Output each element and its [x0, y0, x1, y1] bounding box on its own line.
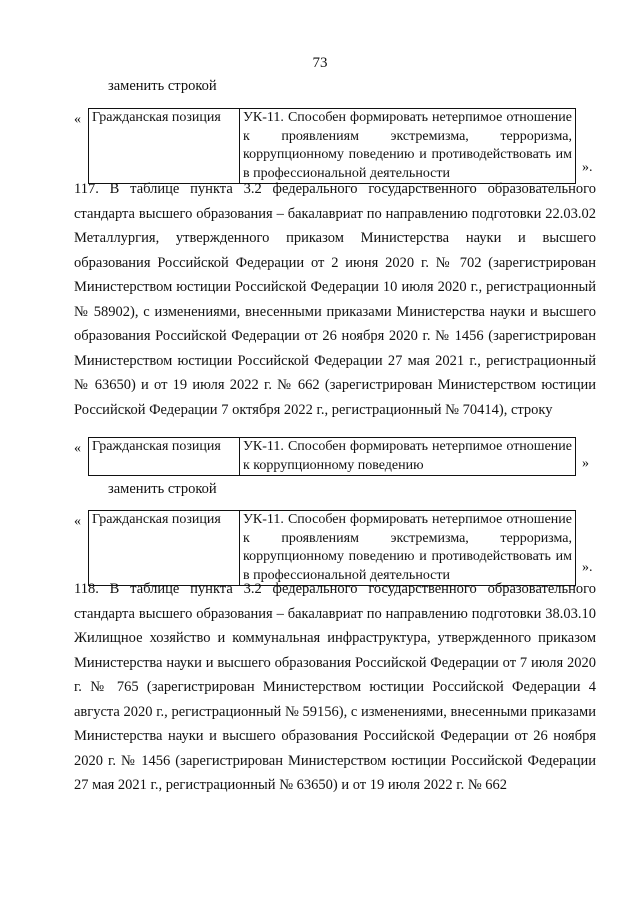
competency-table-old-row	[88, 437, 576, 476]
position-label-cell: Гражданская позиция	[89, 109, 240, 184]
paragraph-117: 117. В таблице пункта 3.2 федерального государственного образовательного стандарта высшего образования – бакалавриат по направлению подготовки 22.03.02 Металлургия, утвержденного приказом Министерства науки и высшего образования Российской Федерации от 2 июня 2020 г. № 702 (зарегистрирован Министерством юстиции Российской Федерации 10 июля 2020 г., регистрационный № 58902), с изменениями, внесенными приказами Министерства науки и высшего образования Российской Федерации от 26 ноября 2020 г. № 1456 (зарегистрирован Министерством юстиции Российской Федерации 27 мая 2021 г., регистрационный № 63650) и от 19 июля 2022 г. № 662 (зарегистрирован Министерством юстиции Российской Федерации 7 октября 2022 г., регистрационный № 70414), строку	[74, 181, 596, 418]
replace-with-line-label: заменить строкой	[108, 481, 217, 497]
competency-cell: УК-11. Способен формировать нетерпимое отношение к коррупционному поведению	[240, 438, 576, 476]
quote-open: «	[74, 441, 81, 456]
competency-cell: УК-11. Способен формировать нетерпимое отношение к проявлениям экстремизма, терроризма, коррупционному поведению и противодействовать им в профессиональной деятельности	[240, 511, 576, 586]
position-label-cell: Гражданская позиция	[89, 511, 240, 586]
position-label-cell: Гражданская позиция	[89, 438, 240, 476]
table-row	[89, 511, 576, 586]
competency-cell: УК-11. Способен формировать нетерпимое отношение к проявлениям экстремизма, терроризма, коррупционному поведению и противодействовать им в профессиональной деятельности	[240, 109, 576, 184]
quote-close: »	[582, 456, 589, 471]
replace-with-line-label: заменить строкой	[108, 78, 217, 94]
competency-table-new-row-2	[88, 510, 576, 586]
quote-close: ».	[582, 560, 593, 575]
quote-open: «	[74, 112, 81, 127]
page-number: 73	[312, 55, 328, 71]
paragraph-118: 118. В таблице пункта 3.2 федерального государственного образовательного стандарта высшего образования – бакалавриат по направлению подготовки 38.03.10 Жилищное хозяйство и коммунальная инфраструктура, утвержденного приказом Министерства науки и высшего образования Российской Федерации от 7 июля 2020 г. № 765 (зарегистрирован Министерством юстиции Российской Федерации 4 августа 2020 г., регистрационный № 59156), с изменениями, внесенными приказами Министерства науки и высшего образования Российской Федерации от 26 ноября 2020 г. № 1456 (зарегистрирован Министерством юстиции Российской Федерации 27 мая 2021 г., регистрационный № 63650) и от 19 июля 2022 г. № 662	[74, 581, 596, 793]
table-row	[89, 109, 576, 184]
competency-table-new-row-1	[88, 108, 576, 184]
quote-close: ».	[582, 160, 593, 175]
table-row	[89, 438, 576, 476]
quote-open: «	[74, 514, 81, 529]
